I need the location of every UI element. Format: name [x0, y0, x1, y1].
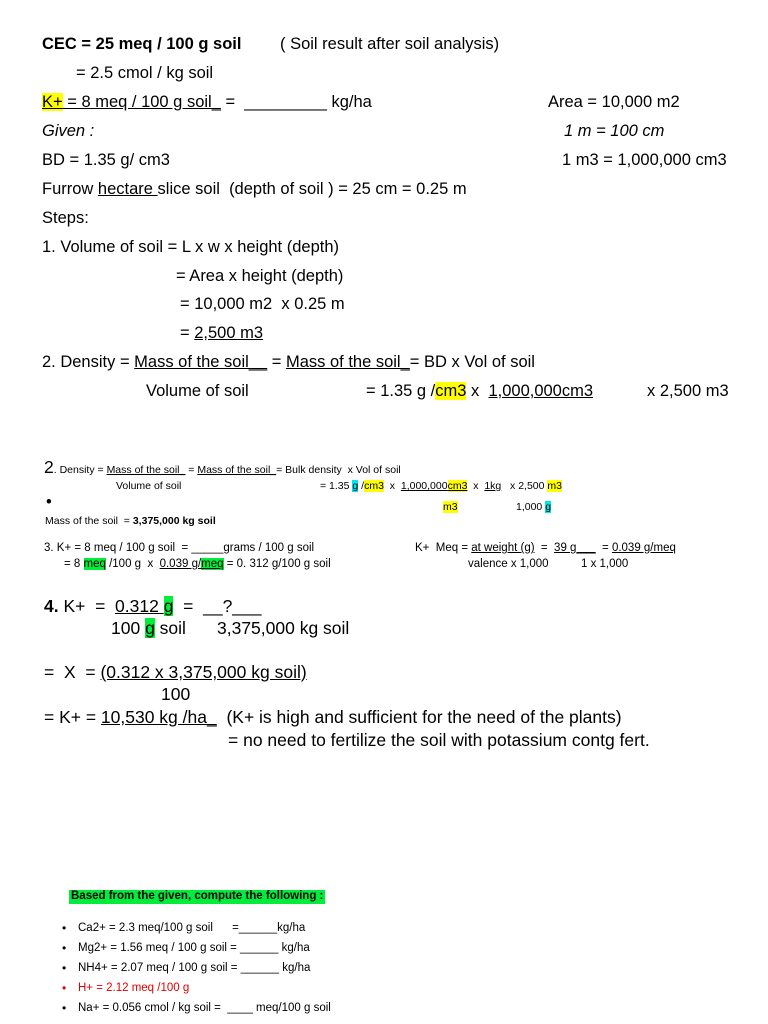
s5b: grams / 100 g soil	[223, 542, 315, 554]
step1-area-height: = Area x height (depth)	[176, 267, 344, 285]
furrow-text: Furrow	[42, 180, 98, 198]
mass-soil-1: Mass of the soil__	[134, 353, 268, 371]
cm3-highlight: cm3	[435, 382, 467, 400]
small-m3-denominator	[443, 502, 458, 513]
sc-cm3b: cm3	[447, 480, 468, 492]
step4-k1b: (K+ is high and sufficient for the need of the plants)	[216, 707, 622, 727]
list-item	[62, 983, 331, 1003]
small-volume-denominator: Volume of soil	[116, 480, 182, 492]
exercise-h: H+ = 2.12 meq /100 g	[78, 982, 190, 994]
kplus-meq-formula	[415, 543, 676, 555]
step4-denominator	[111, 620, 186, 638]
step4-kplus	[44, 598, 262, 616]
bd-vol: = BD x Vol of soil	[409, 353, 535, 371]
steps-label: Steps:	[42, 209, 89, 227]
step4-x1u: (0.312 x 3,375,000 kg soil)	[100, 662, 307, 682]
mass-of-soil-result	[45, 516, 216, 527]
step1-volume: 1. Volume of soil = L x w x height (depth)	[42, 238, 340, 256]
cec-line	[42, 36, 241, 53]
meter-conversion: 1 m = 100 cm	[564, 122, 665, 140]
s5d: =	[534, 542, 555, 554]
step1-eq: =	[180, 324, 195, 342]
valence-denominator: valence x 1,000	[468, 558, 549, 570]
cec-text: CEC = 25 meq / 100 g soil	[42, 35, 242, 53]
given-label: Given :	[42, 122, 95, 140]
density-calc-x: x	[466, 382, 489, 400]
sc-cm3: cm3	[364, 480, 384, 492]
small-mass-2: Mass of the soil_	[197, 464, 277, 476]
small-density-label: . Density =	[53, 464, 107, 476]
bullet-icon: •	[62, 941, 67, 955]
s6u1: 0.039 g/	[159, 558, 202, 570]
kplus-highlight: K+	[42, 93, 63, 111]
sc-kg: 1kg	[484, 480, 502, 492]
bullet-icon: •	[62, 1001, 67, 1015]
step2-density	[42, 354, 535, 371]
kplus-blank: = _________ kg/ha	[220, 93, 372, 111]
s6b: /100 g x	[105, 558, 160, 570]
sc-slash: /	[358, 480, 365, 492]
volume-of-soil-denominator: Volume of soil	[146, 382, 249, 400]
bullet-icon: •	[62, 961, 67, 975]
sc-million: 1,000,000	[400, 480, 448, 492]
sc-x: x	[383, 480, 401, 492]
mass-soil-2: Mass of the soil_	[285, 353, 410, 371]
times-2500: x 2,500 m3	[647, 382, 729, 400]
soil-result-note: ( Soil result after soil analysis)	[280, 35, 500, 53]
density-eq: =	[267, 353, 286, 371]
no-fertilize-note: = no need to fertilize the soil with potassium contg fert.	[228, 730, 650, 750]
valence-value: 1 x 1,000	[581, 558, 629, 570]
list-item	[62, 943, 331, 963]
s6meq: meq	[83, 558, 106, 570]
million-cm3: 1,000,000cm3	[488, 382, 594, 400]
kplus-line	[42, 94, 372, 111]
step4-x	[44, 664, 307, 682]
s5e: =	[595, 542, 612, 554]
s5res: 0.039 g/meq	[611, 542, 676, 554]
step1-values: = 10,000 m2 x 0.25 m	[180, 295, 345, 313]
step4-k1u: 10,530 kg /ha_	[100, 707, 217, 727]
step4-100: 100	[161, 684, 191, 704]
cec-cmol-line: = 2.5 cmol / kg soil	[76, 64, 214, 82]
kplus-meq: = 8 meq / 100 g soil_	[62, 93, 221, 111]
exercise-na: Na+ = 0.056 cmol / kg soil = ____ meq/100 g soil	[78, 1002, 331, 1014]
bd-text: BD = 1.35 g/ cm3	[42, 151, 170, 169]
density-label: 2. Density =	[42, 353, 135, 371]
density-calc	[366, 383, 593, 400]
step4-x1: = X =	[44, 662, 101, 682]
list-item	[62, 1003, 331, 1023]
mass-label: Mass of the soil =	[45, 515, 133, 527]
step3-kplus	[44, 543, 314, 555]
step1-result	[180, 325, 263, 342]
area-text: Area = 10,000 m2	[548, 93, 680, 111]
exercise-mg: Mg2+ = 1.56 meq / 100 g soil = ______ kg/ha	[78, 942, 310, 954]
sg: g	[545, 501, 552, 513]
step4-den2: 3,375,000 kg soil	[217, 618, 350, 638]
list-item	[62, 963, 331, 983]
step4-k1: = K+ =	[44, 707, 101, 727]
step4-q: __?___	[203, 596, 262, 616]
step4-a: K+ =	[58, 596, 116, 616]
step4-den1b: soil	[154, 618, 186, 638]
step4-b: =	[173, 596, 204, 616]
s6c: = 0. 312 g/100 g soil	[223, 558, 331, 570]
exercise-list	[62, 923, 331, 1023]
step3-calc	[64, 559, 331, 571]
step4-u1: 0.312	[115, 596, 164, 616]
step4-number: 4.	[44, 596, 59, 616]
mass-value: 3,375,000 kg soil	[132, 515, 216, 527]
hectare-text: hectare	[97, 180, 158, 198]
small-bullet: •	[46, 493, 52, 511]
exercise-ca: Ca2+ = 2.3 meq/100 g soil =______kg/ha	[78, 922, 306, 934]
s6meq2: meq	[201, 558, 224, 570]
s5blank: _____	[191, 542, 224, 554]
list-item	[62, 923, 331, 943]
s6a: = 8	[64, 558, 84, 570]
sc-rest: x 2,500	[501, 480, 548, 492]
step4-g2: g	[145, 618, 155, 638]
small-mass-1: Mass of the soil_	[106, 464, 186, 476]
s5c: K+ Meq =	[415, 542, 472, 554]
small-density-calc	[320, 481, 562, 492]
volume-result: 2,500 m3	[194, 324, 264, 342]
small-step-number: 2	[44, 457, 54, 477]
s1000: 1,000	[516, 501, 546, 513]
sc-x2: x	[467, 480, 485, 492]
furrow-line	[42, 181, 467, 198]
sc-m3: m3	[547, 480, 562, 492]
slice-text: slice soil (depth of soil ) = 25 cm = 0.25 m	[157, 180, 467, 198]
small-density-line	[44, 459, 401, 477]
small-eq: =	[185, 464, 198, 476]
bullet-icon: •	[62, 981, 67, 995]
sc-g: g	[352, 480, 359, 492]
small-bulk-density: = Bulk density x Vol of soil	[276, 464, 401, 476]
exercise-title: Based from the given, compute the following :	[71, 890, 324, 902]
step4-result	[44, 709, 622, 727]
sm3: m3	[443, 501, 458, 513]
exercise-nh4: NH4+ = 2.07 meq / 100 g soil = ______ kg/ha	[78, 962, 311, 974]
step4-g: g	[163, 596, 174, 616]
s5atw: at weight (g)	[471, 542, 535, 554]
sc-a: = 1.35	[320, 480, 353, 492]
s5a: 3. K+ = 8 meq / 100 g soil =	[44, 542, 192, 554]
density-calc-a: = 1.35 g /	[366, 382, 436, 400]
small-1000-g	[516, 502, 551, 513]
cubic-conversion: 1 m3 = 1,000,000 cm3	[562, 151, 727, 169]
step4-den1: 100	[111, 618, 146, 638]
bullet-icon: •	[62, 921, 67, 935]
s5g39: 39 g___	[554, 542, 596, 554]
